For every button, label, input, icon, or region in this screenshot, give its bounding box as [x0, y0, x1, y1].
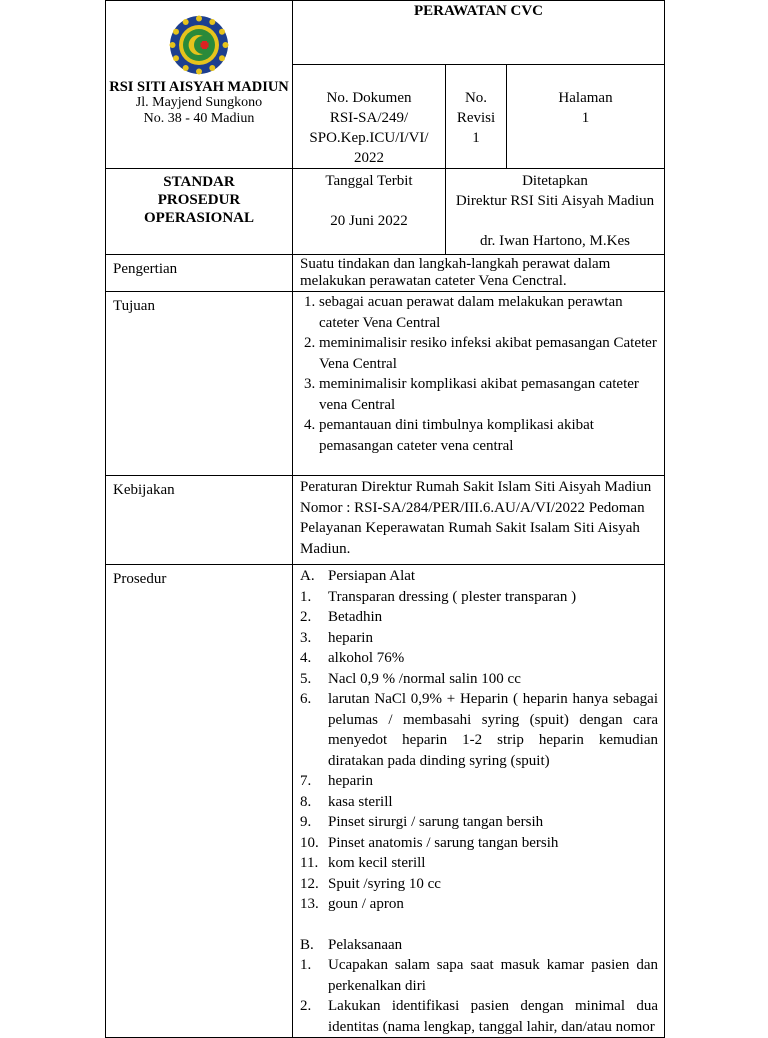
item-number: 1.: [300, 588, 312, 605]
tanggal-terbit-label: Tanggal Terbit: [325, 173, 413, 189]
list-item: [300, 853, 658, 874]
section-a-heading: [300, 566, 658, 587]
no-dokumen-cell: [293, 65, 446, 169]
item-text: heparin: [328, 773, 373, 789]
item-text: Transparan dressing ( plester transparan ): [328, 588, 577, 605]
item-number: 3.: [300, 629, 312, 646]
tujuan-item: 2. meminimalisir resiko infeksi akibat pemasangan Cateter Vena Central: [319, 333, 658, 374]
item-number: 7.: [300, 773, 312, 789]
list-item: [300, 587, 658, 608]
item-number: 2.: [300, 609, 312, 625]
list-item: [300, 648, 658, 669]
section-b-heading: [300, 935, 658, 956]
hospital-header-cell: [106, 1, 293, 169]
tujuan-label: Tujuan: [106, 292, 293, 476]
hospital-name: RSI SITI AISYAH MADIUN: [109, 79, 289, 95]
tujuan-item: 1. sebagai acuan perawat dalam melakukan perawtan cateter Vena Central: [319, 292, 658, 333]
kebijakan-label: Kebijakan: [106, 476, 293, 565]
item-text: goun / apron: [328, 896, 404, 912]
item-text: alkohol 76%: [328, 650, 405, 666]
section-b-marker: B.: [300, 936, 314, 953]
list-item: [300, 955, 658, 996]
tujuan-item: 4. pemantauan dini timbulnya komplikasi akibat pemasangan cateter vena central: [319, 415, 658, 456]
item-number: 1.: [300, 957, 312, 973]
item-number: 12.: [300, 875, 319, 892]
item-number: 6.: [300, 691, 312, 707]
item-number: 9.: [300, 814, 312, 830]
item-text: kom kecil sterill: [328, 855, 426, 871]
item-number: 10.: [300, 834, 319, 851]
section-a-title: Persiapan Alat: [328, 568, 416, 584]
section-b-title: Pelaksanaan: [328, 936, 403, 953]
prosedur-label: Prosedur: [106, 565, 293, 1038]
item-number: 8.: [300, 793, 312, 810]
item-number: 13.: [300, 896, 319, 912]
list-item: [300, 996, 658, 1037]
item-text: larutan NaCl 0,9% + Heparin ( heparin hanya sebagai pelumas / membasahi syring (spuit) dengan cara menyedot heparin 1-2 strip heparin kemudian diratakan pada dinding syring (spuit): [328, 691, 658, 769]
list-item: [300, 874, 658, 895]
item-number: 4.: [300, 650, 312, 666]
no-dokumen-value: RSI-SA/249/ SPO.Kep.ICU/I/VI/ 2022: [309, 110, 429, 166]
tujuan-item: 3. meminimalisir komplikasi akibat pemasangan cateter vena Central: [319, 374, 658, 415]
ditetapkan-label: Ditetapkan: [522, 173, 588, 189]
item-number: 11.: [300, 855, 319, 871]
list-item: [300, 607, 658, 628]
list-item: [300, 812, 658, 833]
tanggal-terbit-value: 20 Juni 2022: [330, 213, 408, 229]
no-dokumen-label: No. Dokumen: [326, 90, 412, 106]
halaman-value: 1: [581, 110, 590, 126]
pengertian-label: Pengertian: [106, 255, 293, 292]
list-item: [300, 669, 658, 690]
pengertian-text: Suatu tindakan dan langkah-langkah perawat dalam melakukan perawatan cateter Vena Cenctral.: [293, 255, 665, 292]
sop-document: [105, 0, 664, 1038]
persiapan-alat-list: [300, 587, 658, 915]
tujuan-cell: [293, 292, 665, 476]
item-number: 5.: [300, 670, 312, 687]
section-a-marker: A.: [300, 568, 315, 584]
revisi-value: 1: [472, 130, 480, 146]
hospital-address-1: Jl. Mayjend Sungkono: [135, 95, 263, 110]
item-text: Pinset anatomis / sarung tangan bersih: [328, 834, 559, 851]
item-text: Spuit /syring 10 cc: [328, 875, 441, 892]
list-item: [300, 792, 658, 813]
revisi-cell: [446, 65, 507, 169]
ditetapkan-cell: [446, 169, 665, 255]
hospital-address-2: No. 38 - 40 Madiun: [143, 111, 255, 126]
item-text: Betadhin: [328, 609, 383, 625]
list-item: [300, 771, 658, 792]
halaman-cell: [507, 65, 665, 169]
list-item: [300, 628, 658, 649]
sop-table: [105, 0, 665, 1038]
tujuan-list: [300, 292, 658, 456]
sop-title-cell: [106, 169, 293, 255]
document-title: PERAWATAN CVC: [293, 1, 665, 65]
revisi-label: No. Revisi: [456, 90, 496, 126]
prosedur-cell: [293, 565, 665, 1038]
sop-title: STANDAR PROSEDUR OPERASIONAL: [143, 174, 255, 226]
list-item: [300, 894, 658, 915]
item-text: kasa sterill: [328, 793, 393, 810]
list-item: [300, 833, 658, 854]
tanggal-terbit-cell: [293, 169, 446, 255]
halaman-label: Halaman: [558, 90, 613, 106]
item-text: Nacl 0,9 % /normal salin 100 cc: [328, 670, 521, 687]
signer-name: dr. Iwan Hartono, M.Kes: [480, 233, 630, 249]
item-text: Ucapakan salam sapa saat masuk kamar pasien dan perkenalkan diri: [328, 957, 658, 994]
item-text: Pinset sirurgi / sarung tangan bersih: [328, 814, 544, 830]
pelaksanaan-list: [300, 955, 658, 1037]
ditetapkan-by: Direktur RSI Siti Aisyah Madiun: [455, 193, 655, 209]
kebijakan-text: Peraturan Direktur Rumah Sakit Islam Siti Aisyah Madiun Nomor : RSI-SA/284/PER/III.6.AU/A/VI/2022 Pedoman Pelayanan Keperawatan Rumah Sakit Isalam Siti Aisyah Madiun.: [293, 476, 665, 565]
item-number: 2.: [300, 998, 312, 1014]
item-text: Lakukan identifikasi pasien dengan minimal dua identitas (nama lengkap, tanggal lahir, dan/atau nomor: [328, 998, 658, 1035]
item-text: heparin: [328, 629, 373, 646]
list-item: [300, 689, 658, 771]
hospital-logo-icon: [169, 15, 229, 75]
